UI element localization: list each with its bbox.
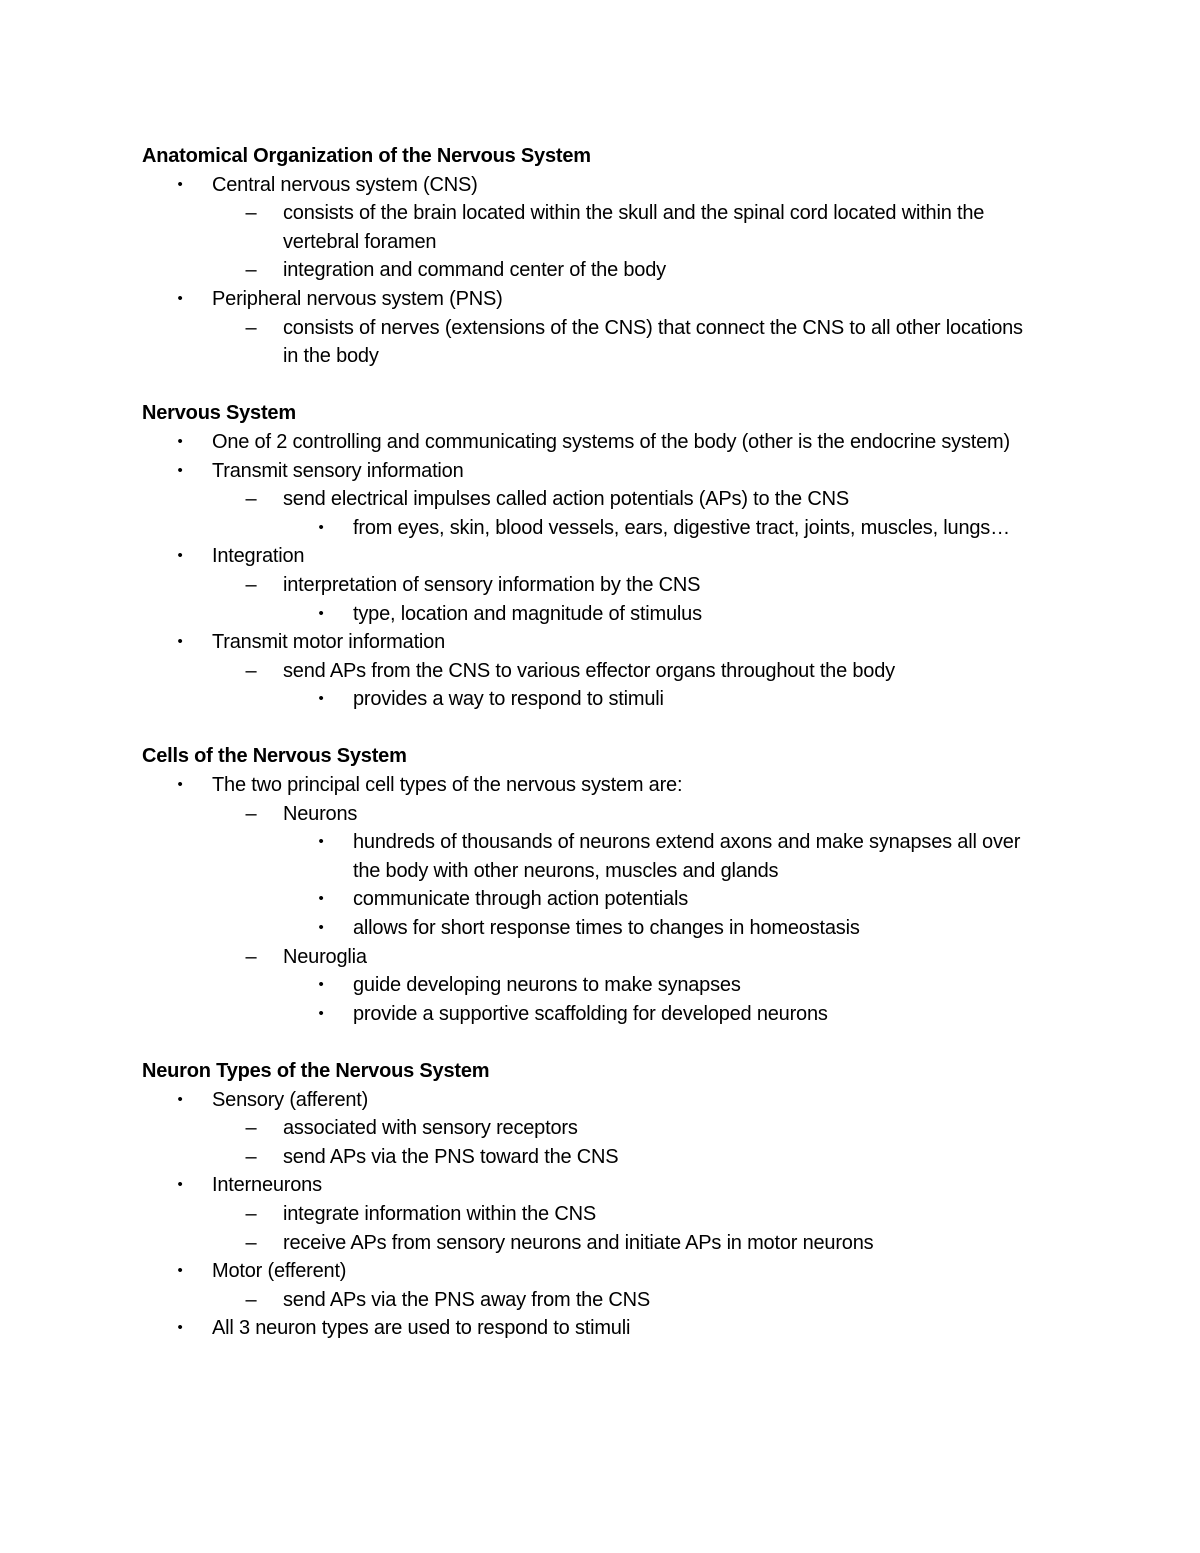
dash-marker: – xyxy=(245,488,257,511)
section-anatomical-organization xyxy=(142,142,1042,371)
list-item-text: send APs from the CNS to various effector organs throughout the body xyxy=(283,659,895,682)
list-item xyxy=(142,657,1042,686)
list-item-text: integration and command center of the body xyxy=(283,259,666,282)
bullet-marker: • xyxy=(177,461,183,479)
list-item xyxy=(142,485,1042,514)
list-item-text: communicate through action potentials xyxy=(353,888,689,911)
list-item-text: receive APs from sensory neurons and initiate APs in motor neurons xyxy=(283,1231,874,1254)
bullet-marker: • xyxy=(318,919,324,937)
section-list xyxy=(142,771,1042,1028)
bullet-marker: • xyxy=(177,547,183,565)
list-item xyxy=(142,1314,1042,1343)
list-item-text: send APs via the PNS toward the CNS xyxy=(283,1145,619,1168)
document-body xyxy=(142,142,1042,1372)
list-item xyxy=(142,542,1042,571)
list-item-text: send electrical impulses called action potentials (APs) to the CNS xyxy=(283,488,849,511)
bullet-marker: • xyxy=(318,518,324,536)
section-heading: Nervous System xyxy=(142,402,296,425)
bullet-marker: • xyxy=(177,776,183,794)
list-item xyxy=(142,600,1042,629)
section-nervous-system xyxy=(142,399,1042,714)
list-item xyxy=(142,771,1042,800)
bullet-marker: • xyxy=(318,604,324,622)
section-list xyxy=(142,428,1042,714)
list-item-text: Neurons xyxy=(283,802,358,825)
list-item-text: send APs via the PNS away from the CNS xyxy=(283,1288,651,1311)
list-item-text: One of 2 controlling and communicating systems of the body (other is the endocrine system) xyxy=(212,430,1010,453)
list-item xyxy=(142,256,1042,285)
list-item xyxy=(142,685,1042,714)
list-item xyxy=(142,1200,1042,1229)
list-item xyxy=(142,828,1042,885)
dash-marker: – xyxy=(245,1231,257,1254)
bullet-marker: • xyxy=(177,1262,183,1280)
list-item xyxy=(142,457,1042,486)
list-item-text: Sensory (afferent) xyxy=(212,1088,369,1111)
dash-marker: – xyxy=(245,659,257,682)
list-item-text: Neuroglia xyxy=(283,945,367,968)
list-item xyxy=(142,1000,1042,1029)
bullet-marker: • xyxy=(318,1004,324,1022)
list-item-text: Transmit motor information xyxy=(212,631,446,654)
list-item-text: consists of the brain located within the skull and the spinal cord located within the vertebral foramen xyxy=(283,202,985,253)
bullet-marker: • xyxy=(318,690,324,708)
list-item xyxy=(142,199,1042,256)
bullet-marker: • xyxy=(177,1090,183,1108)
list-item-text: Peripheral nervous system (PNS) xyxy=(212,287,503,310)
section-list xyxy=(142,171,1042,371)
list-item xyxy=(142,1257,1042,1286)
list-item xyxy=(142,943,1042,972)
list-item-text: All 3 neuron types are used to respond to stimuli xyxy=(212,1317,631,1340)
list-item-text: interpretation of sensory information by the CNS xyxy=(283,573,701,596)
section-heading: Anatomical Organization of the Nervous System xyxy=(142,145,591,167)
section-heading: Cells of the Nervous System xyxy=(142,745,407,768)
list-item-text: integrate information within the CNS xyxy=(283,1202,596,1225)
list-item xyxy=(142,885,1042,914)
bullet-marker: • xyxy=(177,633,183,651)
list-item-text: associated with sensory receptors xyxy=(283,1117,578,1140)
dash-marker: – xyxy=(245,259,257,282)
list-item xyxy=(142,285,1042,314)
list-item-text: provide a supportive scaffolding for developed neurons xyxy=(353,1002,828,1025)
list-item-text: Central nervous system (CNS) xyxy=(212,173,478,196)
list-item xyxy=(142,1143,1042,1172)
bullet-marker: • xyxy=(177,1319,183,1337)
list-item xyxy=(142,314,1042,371)
dash-marker: – xyxy=(245,316,257,339)
list-item-text: from eyes, skin, blood vessels, ears, digestive tract, joints, muscles, lungs… xyxy=(353,516,1010,539)
dash-marker: – xyxy=(245,1117,257,1140)
list-item xyxy=(142,171,1042,200)
list-item xyxy=(142,1229,1042,1258)
dash-marker: – xyxy=(245,573,257,596)
dash-marker: – xyxy=(245,1202,257,1225)
dash-marker: – xyxy=(245,802,257,825)
bullet-marker: • xyxy=(318,890,324,908)
list-item xyxy=(142,971,1042,1000)
section-heading: Neuron Types of the Nervous System xyxy=(142,1060,490,1082)
list-item xyxy=(142,428,1042,457)
dash-marker: – xyxy=(245,1145,257,1168)
bullet-marker: • xyxy=(177,432,183,450)
list-item-text: hundreds of thousands of neurons extend axons and make synapses all over the body with other neurons, muscles and glands xyxy=(353,831,1021,882)
dash-marker: – xyxy=(245,202,257,225)
list-item-text: Transmit sensory information xyxy=(212,459,464,482)
list-item xyxy=(142,800,1042,829)
list-item-text: type, location and magnitude of stimulus xyxy=(353,602,702,625)
list-item-text: Interneurons xyxy=(212,1174,322,1197)
list-item xyxy=(142,571,1042,600)
list-item xyxy=(142,1114,1042,1143)
dash-marker: – xyxy=(245,1288,257,1311)
list-item xyxy=(142,1086,1042,1115)
list-item xyxy=(142,514,1042,543)
bullet-marker: • xyxy=(177,175,183,193)
bullet-marker: • xyxy=(177,1176,183,1194)
list-item xyxy=(142,628,1042,657)
section-neuron-types xyxy=(142,1057,1042,1343)
list-item-text: Motor (efferent) xyxy=(212,1260,347,1283)
list-item-text: allows for short response times to changes in homeostasis xyxy=(353,917,860,940)
list-item-text: The two principal cell types of the nervous system are: xyxy=(212,774,683,797)
list-item-text: guide developing neurons to make synapses xyxy=(353,974,741,997)
section-list xyxy=(142,1086,1042,1343)
list-item-text: provides a way to respond to stimuli xyxy=(353,688,664,711)
list-item xyxy=(142,1286,1042,1315)
bullet-marker: • xyxy=(177,289,183,307)
list-item-text: Integration xyxy=(212,545,305,568)
section-cells xyxy=(142,742,1042,1028)
dash-marker: – xyxy=(245,945,257,968)
list-item xyxy=(142,1171,1042,1200)
list-item xyxy=(142,914,1042,943)
bullet-marker: • xyxy=(318,833,324,851)
bullet-marker: • xyxy=(318,976,324,994)
list-item-text: consists of nerves (extensions of the CNS) that connect the CNS to all other locations in the body xyxy=(283,316,1023,368)
